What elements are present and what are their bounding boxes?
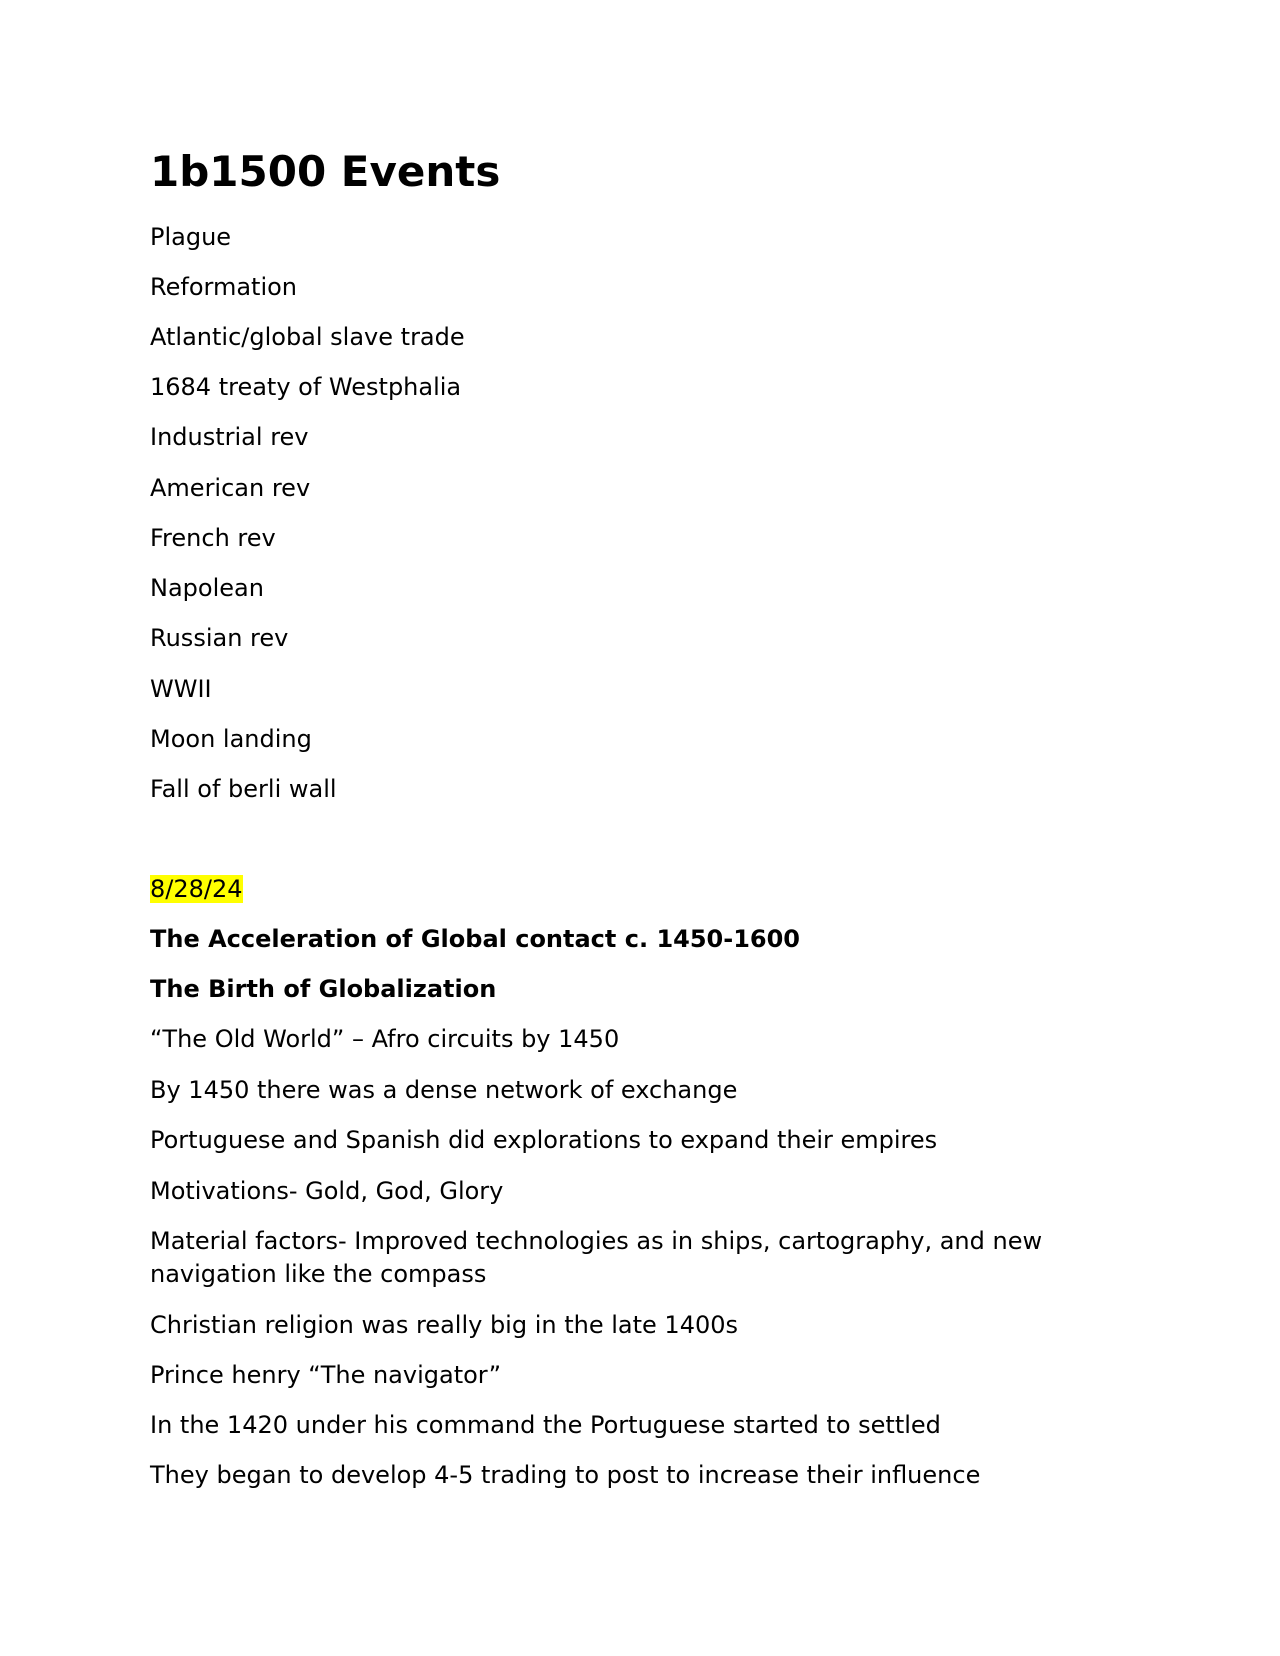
event-item: WWII — [150, 675, 212, 703]
note-line: By 1450 there was a dense network of exchange — [150, 1076, 738, 1104]
event-item: 1684 treaty of Westphalia — [150, 373, 462, 401]
note-line: Material factors- Improved technologies as in ships, cartography, and new navigation like the compass — [150, 1227, 1043, 1288]
event-item: American rev — [150, 474, 311, 502]
section-heading: The Acceleration of Global contact c. 1450-1600 — [150, 925, 800, 953]
document-title: 1b1500 Events — [150, 147, 501, 196]
event-item: Plague — [150, 223, 232, 251]
event-item: Moon landing — [150, 725, 312, 753]
event-item: Napolean — [150, 574, 264, 602]
date-line — [150, 873, 243, 906]
event-item: Industrial rev — [150, 423, 309, 451]
subsection-heading: The Birth of Globalization — [150, 975, 497, 1003]
note-line: Portuguese and Spanish did explorations to expand their empires — [150, 1126, 938, 1154]
event-item: French rev — [150, 524, 276, 552]
event-item: Fall of berli wall — [150, 775, 337, 803]
note-line: In the 1420 under his command the Portuguese started to settled — [150, 1411, 941, 1439]
note-line: Motivations- Gold, God, Glory — [150, 1177, 504, 1205]
note-line: Prince henry “The navigator” — [150, 1361, 502, 1389]
note-line: They began to develop 4-5 trading to post to increase their influence — [150, 1461, 981, 1489]
highlighted-date: 8/28/24 — [150, 875, 243, 903]
note-line: “The Old World” – Afro circuits by 1450 — [150, 1025, 620, 1053]
note-line: Christian religion was really big in the late 1400s — [150, 1311, 738, 1339]
event-item: Atlantic/global slave trade — [150, 323, 465, 351]
event-item: Russian rev — [150, 624, 289, 652]
event-item: Reformation — [150, 273, 297, 301]
